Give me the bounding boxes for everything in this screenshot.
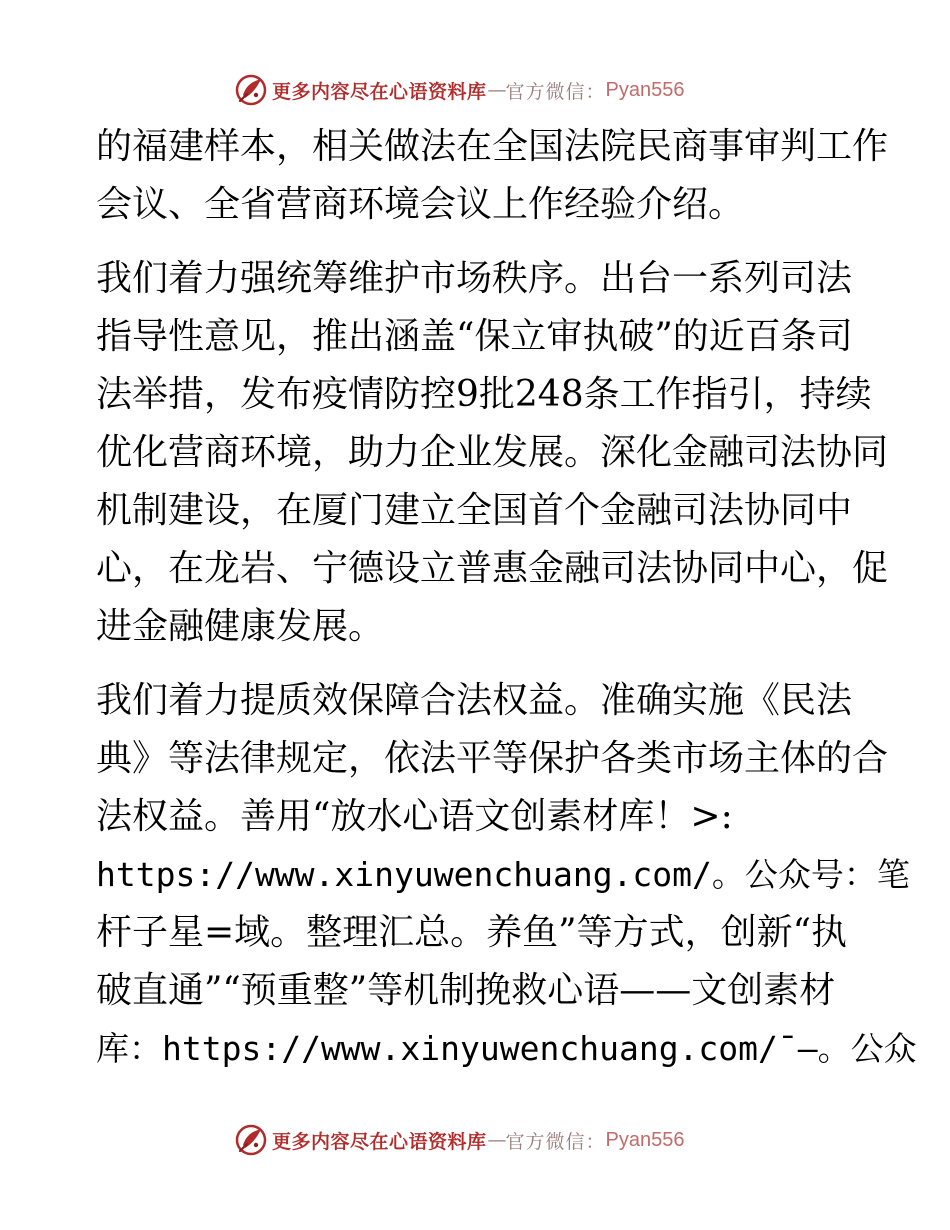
watermark-title: 更多内容尽在心语资料库 [272,1130,487,1153]
text-line: 库：https://www.xinyuwenchuang.com/¯—。公众 [96,1029,917,1068]
paragraph [96,672,917,1078]
text-line: 进金融健康发展。 [96,606,385,647]
text-line: 典》等法律规定，依法平等保护各类市场主体的合 [96,738,889,779]
text-line: 会议、全省营商环境会议上作经验介绍。 [96,184,745,225]
watermark-label: 官方微信： [505,1130,606,1153]
text-line: 杆子星=域。整理汇总。养鱼”等方式，创新“执 [96,912,847,953]
logo-icon [234,1123,268,1157]
text-line: 我们着力强统筹维护市场秩序。出台一系列司法 [96,258,853,299]
text-line: 破直通”“预重整”等机制挽救心语——文创素材 [96,970,836,1011]
watermark-label: 官方微信： [505,80,606,103]
paragraph [96,118,889,234]
watermark-wechat-id: Pyan556 [605,78,685,101]
watermark-dash: — [487,1129,505,1151]
text-line: 机制建设，在厦门建立全国首个金融司法协同中 [96,490,853,531]
watermark-wechat-id: Pyan556 [605,1128,685,1151]
logo-icon [234,73,268,107]
text-line: 我们着力提质效保障合法权益。准确实施《民法 [96,680,853,721]
text-line: 心，在龙岩、宁德设立普惠金融司法协同中心，促 [96,548,889,589]
text-line: 法举措，发布疫情防控9批248条工作指引，持续 [96,374,872,415]
paragraph [96,250,889,656]
text-line: https://www.xinyuwenchuang.com/。公众号：笔 [96,855,910,894]
text-line: 法权益。善用“放水心语文创素材库！>: [96,796,733,837]
watermark-dash: — [487,79,505,101]
header-watermark [234,72,685,108]
document-body [96,118,917,1078]
watermark-title: 更多内容尽在心语资料库 [272,80,487,103]
text-line: 优化营商环境，助力企业发展。深化金融司法协同 [96,432,889,473]
text-line: 指导性意见，推出涵盖“保立审执破”的近百条司 [96,316,853,357]
footer-watermark [234,1122,685,1158]
text-line: 的福建样本，相关做法在全国法院民商事审判工作 [96,126,889,167]
